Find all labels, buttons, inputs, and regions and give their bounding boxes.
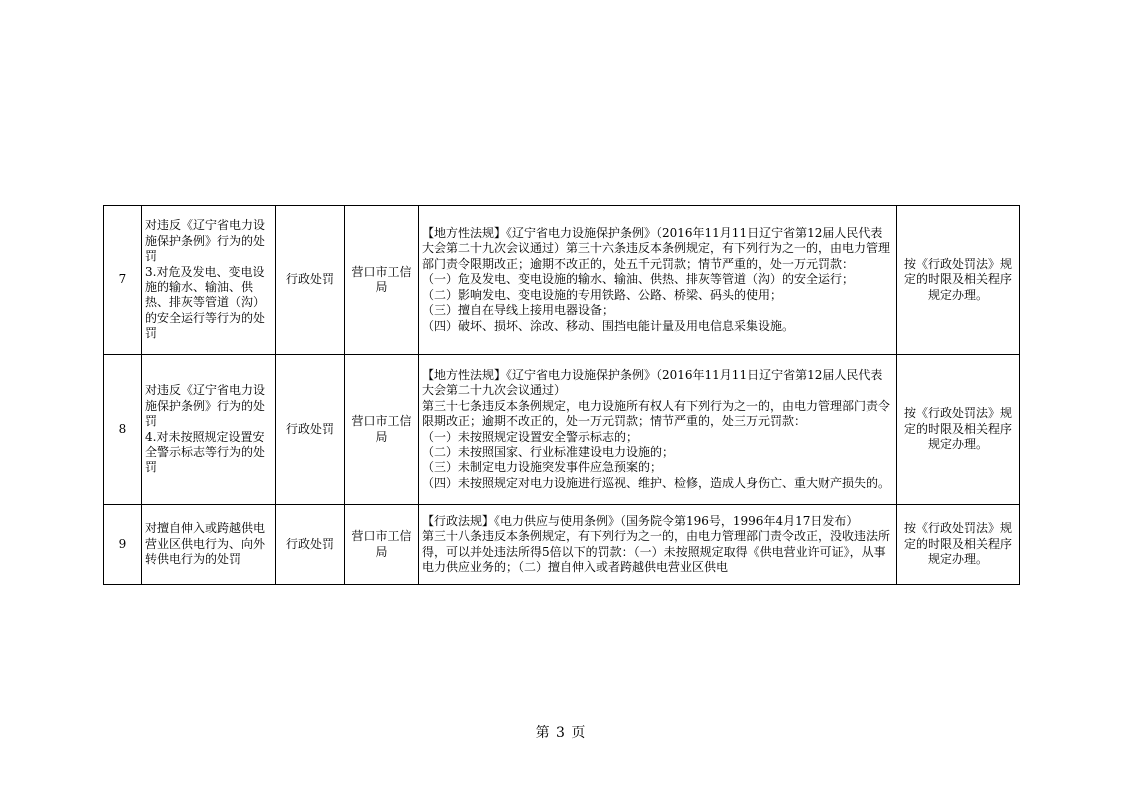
item-line: 4.对未按照规定设置安全警示标志等行为的处罚 bbox=[145, 429, 266, 475]
basis-paragraph: （一）危及发电、变电设施的输水、输油、供热、排灰等管道（沟）的安全运行； bbox=[422, 272, 855, 287]
time-limit: 按《行政处罚法》规定的时限及相关程序规定办理。 bbox=[897, 206, 1020, 355]
row-number: 7 bbox=[104, 206, 142, 355]
basis-paragraph: 【行政法规】《电力供应与使用条例》（国务院令第196号，1996年4月17日发布） bbox=[422, 513, 859, 528]
department: 营口市工信局 bbox=[345, 505, 419, 585]
basis-paragraph: 【地方性法规】《辽宁省电力设施保护条例》（2016年11月11日辽宁省第12届人民代表大会第二十九次会议通过）第三十六条违反本条例规定，有下列行为之一的，由电力管理部门责令限期改正；逾期不改正的，处五千元罚款；情节严重的，处一万元罚款： bbox=[422, 226, 891, 271]
basis-paragraph: 【地方性法规】《辽宁省电力设施保护条例》（2016年11月11日辽宁省第12届人民代表大会第二十九次会议通过） bbox=[422, 367, 883, 398]
penalty-item bbox=[142, 505, 276, 585]
basis-paragraph: （二）未按照国家、行业标准建设电力设施的； bbox=[422, 444, 675, 459]
page-number: 第 3 页 bbox=[535, 725, 587, 741]
penalty-item bbox=[142, 206, 276, 355]
item-line: 3.对危及发电、变电设施的输水、输油、供热、排灰等管道（沟）的安全运行等行为的处罚 bbox=[145, 264, 266, 341]
item-line: 对违反《辽宁省电力设施保护条例》行为的处罚 bbox=[145, 218, 266, 264]
table-row bbox=[104, 355, 1020, 505]
basis-paragraph: 第三十七条违反本条例规定，电力设施所有权人有下列行为之一的，由电力管理部门责令限期改正；逾期不改正的，处一万元罚款；情节严重的，处三万元罚款： bbox=[422, 398, 891, 429]
penalty-table bbox=[103, 205, 1020, 585]
basis-paragraph: （二）影响发电、变电设施的专用铁路、公路、桥梁、码头的使用； bbox=[422, 287, 783, 302]
basis-paragraph: （四）未按照规定对电力设施进行巡视、维护、检修，造成人身伤亡、重大财产损失的。 bbox=[422, 475, 891, 490]
legal-basis bbox=[419, 206, 897, 355]
basis-paragraph: （三）擅自在导线上接用电器设备； bbox=[422, 303, 615, 318]
time-limit: 按《行政处罚法》规定的时限及相关程序规定办理。 bbox=[897, 355, 1020, 505]
penalty-category: 行政处罚 bbox=[276, 505, 345, 585]
item-line: 对擅自伸入或跨越供电营业区供电行为、向外转供电行为的处罚 bbox=[145, 521, 266, 567]
legal-basis bbox=[419, 505, 897, 585]
row-number: 9 bbox=[104, 505, 142, 585]
department: 营口市工信局 bbox=[345, 355, 419, 505]
basis-paragraph: 第三十八条违反本条例规定，有下列行为之一的，由电力管理部门责令改正，没收违法所得，可以并处违法所得5倍以下的罚款：（一）未按照规定取得《供电营业许可证》，从事电力供应业务的；（二）擅自伸入或者跨越供电营业区供电 bbox=[422, 529, 891, 574]
penalty-category: 行政处罚 bbox=[276, 355, 345, 505]
department: 营口市工信局 bbox=[345, 206, 419, 355]
basis-paragraph: （三）未制定电力设施突发事件应急预案的； bbox=[422, 460, 663, 475]
table-row bbox=[104, 505, 1020, 585]
row-number: 8 bbox=[104, 355, 142, 505]
legal-basis bbox=[419, 355, 897, 505]
basis-paragraph: （四）破坏、损坏、涂改、移动、围挡电能计量及用电信息采集设施。 bbox=[422, 318, 795, 333]
penalty-category: 行政处罚 bbox=[276, 206, 345, 355]
penalty-item bbox=[142, 355, 276, 505]
time-limit: 按《行政处罚法》规定的时限及相关程序规定办理。 bbox=[897, 505, 1020, 585]
item-line: 对违反《辽宁省电力设施保护条例》行为的处罚 bbox=[145, 383, 266, 429]
basis-paragraph: （一）未按照规定设置安全警示标志的； bbox=[422, 429, 639, 444]
table-row bbox=[104, 206, 1020, 355]
